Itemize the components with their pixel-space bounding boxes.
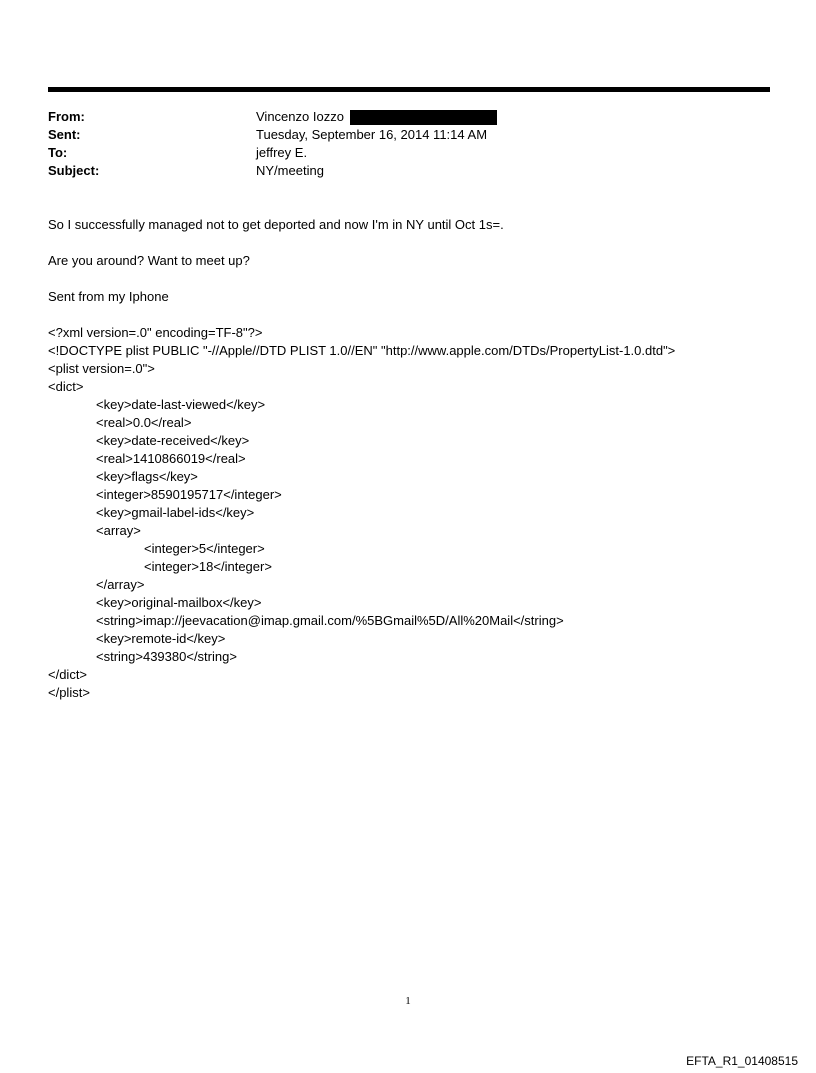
plist-line: </array> bbox=[96, 577, 145, 592]
page-number: 1 bbox=[405, 995, 411, 1007]
plist-line: <key>date-received</key> bbox=[96, 433, 250, 448]
plist-line: <?xml version=.0" encoding=TF-8"?> bbox=[48, 325, 263, 340]
sent-value: Tuesday, September 16, 2014 11:14 AM bbox=[256, 127, 488, 142]
plist-line: <key>remote-id</key> bbox=[96, 631, 226, 646]
plist-line: <key>flags</key> bbox=[96, 469, 198, 484]
to-row bbox=[48, 144, 770, 162]
email-body bbox=[48, 216, 770, 702]
plist-line: <integer>18</integer> bbox=[144, 559, 272, 574]
sent-row bbox=[48, 126, 770, 144]
body-paragraph: Are you around? Want to meet up? bbox=[48, 253, 250, 268]
plist-line: <string>439380</string> bbox=[96, 649, 237, 664]
subject-row bbox=[48, 162, 770, 180]
plist-line: <dict> bbox=[48, 379, 84, 394]
body-paragraph: Sent from my Iphone bbox=[48, 289, 169, 304]
plist-line: <array> bbox=[96, 523, 141, 538]
from-label: From: bbox=[48, 109, 85, 124]
plist-line: </plist> bbox=[48, 685, 90, 700]
subject-label: Subject: bbox=[48, 163, 100, 178]
plist-line: <integer>8590195717</integer> bbox=[96, 487, 282, 502]
header-divider bbox=[48, 87, 770, 92]
plist-line: <key>original-mailbox</key> bbox=[96, 595, 262, 610]
plist-line: <plist version=.0"> bbox=[48, 361, 155, 376]
plist-line: <string>imap://jeevacation@imap.gmail.com/%5BGmail%5D/All%20Mail</string> bbox=[96, 613, 564, 628]
plist-line: <real>0.0</real> bbox=[96, 415, 192, 430]
from-value bbox=[256, 108, 770, 126]
plist-line: <real>1410866019</real> bbox=[96, 451, 246, 466]
to-label: To: bbox=[48, 145, 68, 160]
plist-line: <integer>5</integer> bbox=[144, 541, 265, 556]
subject-value: NY/meeting bbox=[256, 163, 324, 178]
from-name: Vincenzo Iozzo bbox=[256, 109, 344, 124]
email-header bbox=[48, 108, 770, 180]
redaction-box bbox=[350, 110, 497, 125]
sent-label: Sent: bbox=[48, 127, 81, 142]
plist-line: <!DOCTYPE plist PUBLIC "-//Apple//DTD PLIST 1.0//EN" "http://www.apple.com/DTDs/PropertyList-1.0.dtd"> bbox=[48, 343, 676, 358]
document-id: EFTA_R1_01408515 bbox=[686, 1054, 798, 1068]
from-row bbox=[48, 108, 770, 126]
body-paragraph: So I successfully managed not to get deported and now I'm in NY until Oct 1s=. bbox=[48, 217, 504, 232]
plist-line: <key>date-last-viewed</key> bbox=[96, 397, 266, 412]
to-value: jeffrey E. bbox=[256, 145, 308, 160]
plist-line: <key>gmail-label-ids</key> bbox=[96, 505, 255, 520]
plist-line: </dict> bbox=[48, 667, 88, 682]
plist-block bbox=[48, 324, 770, 702]
